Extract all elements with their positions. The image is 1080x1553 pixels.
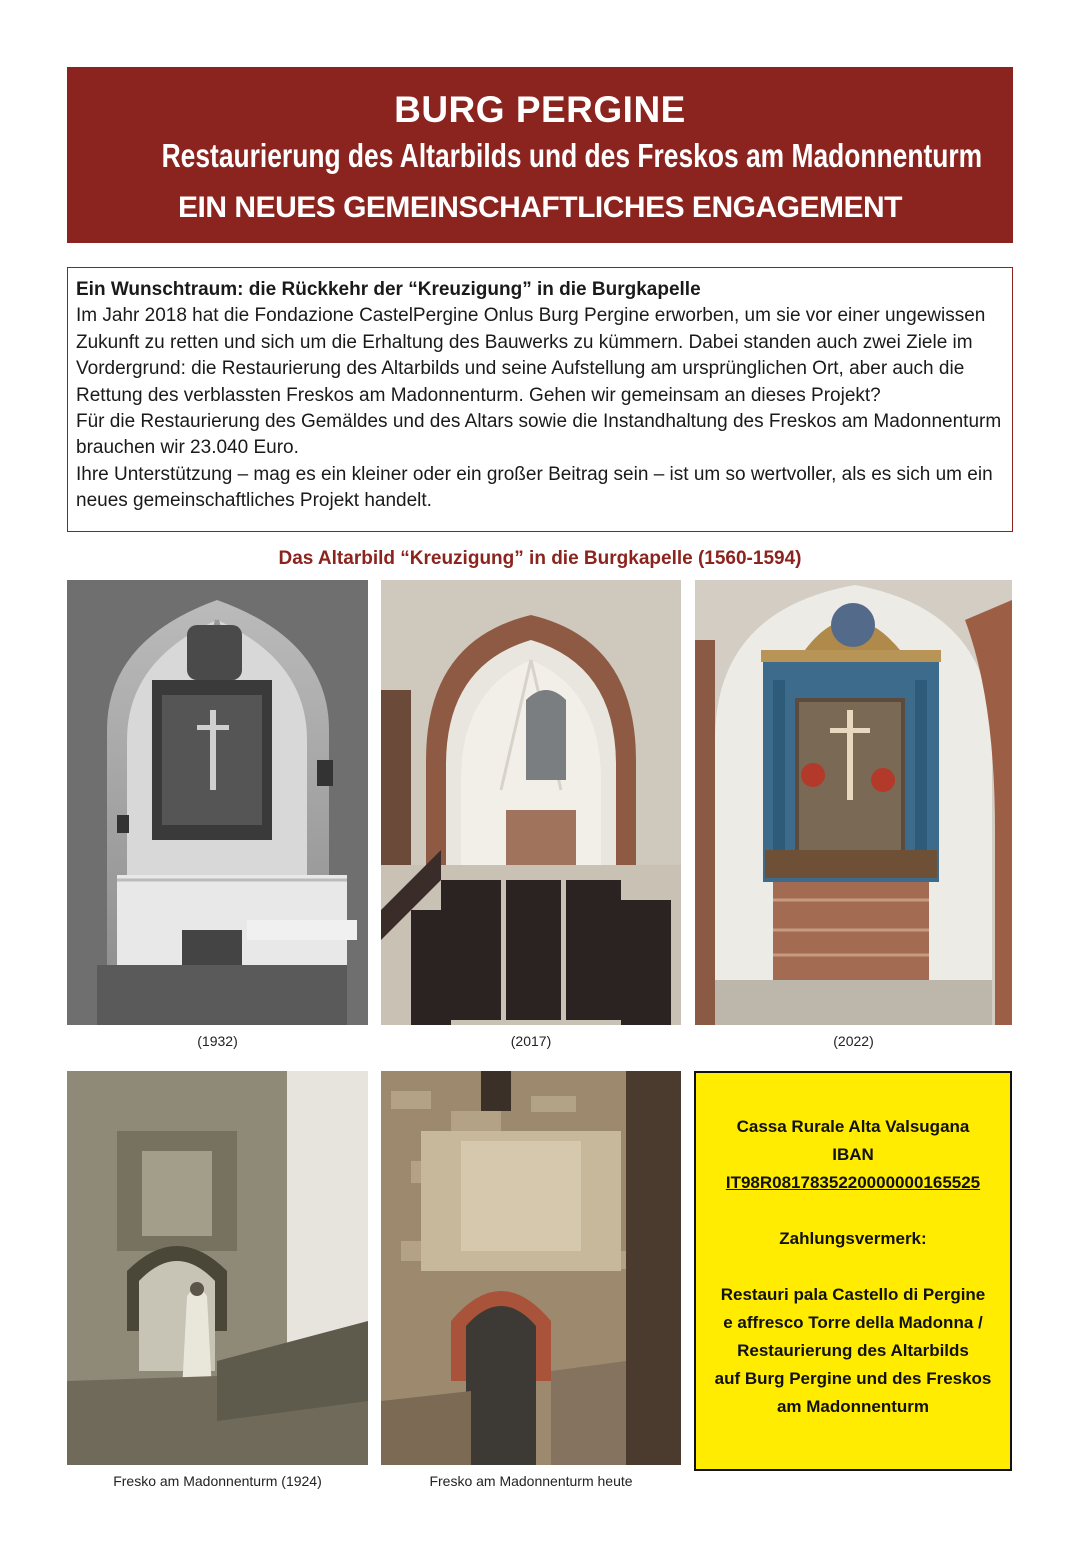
tower-photo-today	[381, 1071, 681, 1465]
payment-note-line-1: Restauri pala Castello di Pergine	[720, 1285, 986, 1304]
page-tagline: EIN NEUES GEMEINSCHAFTLICHES ENGAGEMENT	[178, 191, 902, 224]
tower-photo-1924	[67, 1071, 368, 1465]
caption-photo-2017: (2017)	[510, 1033, 552, 1049]
bank-name: Cassa Rurale Alta Valsugana	[736, 1117, 970, 1136]
intro-paragraph-3: Ihre Unterstützung – mag es ein kleiner oder ein großer Beitrag sein – ist um so wertvoller, als es sich um ein neues gemeinschaftliches Projekt handelt.	[76, 463, 993, 512]
iban-label: IBAN	[832, 1145, 874, 1164]
chapel-photo-2022	[695, 580, 1012, 1025]
bank-details-box	[694, 1071, 1012, 1471]
caption-tower-1924: Fresko am Madonnenturm (1924)	[113, 1473, 322, 1489]
payment-note-line-4: auf Burg Pergine und des Freskos	[714, 1369, 992, 1388]
chapel-photo-2017	[381, 580, 681, 1025]
caption-photo-1932: (1932)	[197, 1033, 238, 1049]
page-subtitle: Restaurierung des Altarbilds und des Freskos am Madonnenturm	[161, 137, 983, 174]
iban-value[interactable]: IT98R0817835220000000165525	[725, 1173, 981, 1192]
intro-title: Ein Wunschtraum: die Rückkehr der “Kreuzigung” in die Burgkapelle	[76, 279, 701, 300]
payment-note-line-2: e affresco Torre della Madonna /	[723, 1313, 983, 1332]
caption-tower-today: Fresko am Madonnenturm heute	[429, 1473, 633, 1489]
payment-note-label: Zahlungsvermerk:	[779, 1229, 927, 1248]
chapel-photo-1932	[67, 580, 368, 1025]
intro-paragraph-1: Im Jahr 2018 hat die Fondazione CastelPergine Onlus Burg Pergine erworben, um sie vor einer ungewissen Zukunft zu retten und sich um die Erhaltung des Bauwerks zu kümmern. Dabei standen auch zwei Ziele im Vordergrund: die Restaurierung des Altarbilds und seine Aufstellung am ursprünglichen Ort, aber auch die Rettung des verblassten Freskos am Madonnenturm. Gehen wir gemeinsam an dieses Projekt?	[76, 305, 986, 406]
page-title: BURG PERGINE	[394, 89, 686, 130]
intro-box	[67, 267, 1013, 532]
gallery-title: Das Altarbild “Kreuzigung” in die Burgkapelle (1560-1594)	[278, 548, 802, 569]
caption-photo-2022: (2022)	[833, 1033, 874, 1049]
header-banner	[67, 67, 1013, 243]
payment-note-line-5: am Madonnenturm	[776, 1397, 930, 1416]
intro-paragraph-2: Für die Restaurierung des Gemäldes und des Altars sowie die Instandhaltung des Freskos am Madonnenturm brauchen wir 23.040 Euro.	[76, 411, 1002, 459]
payment-note-line-3: Restaurierung des Altarbilds	[737, 1341, 969, 1360]
